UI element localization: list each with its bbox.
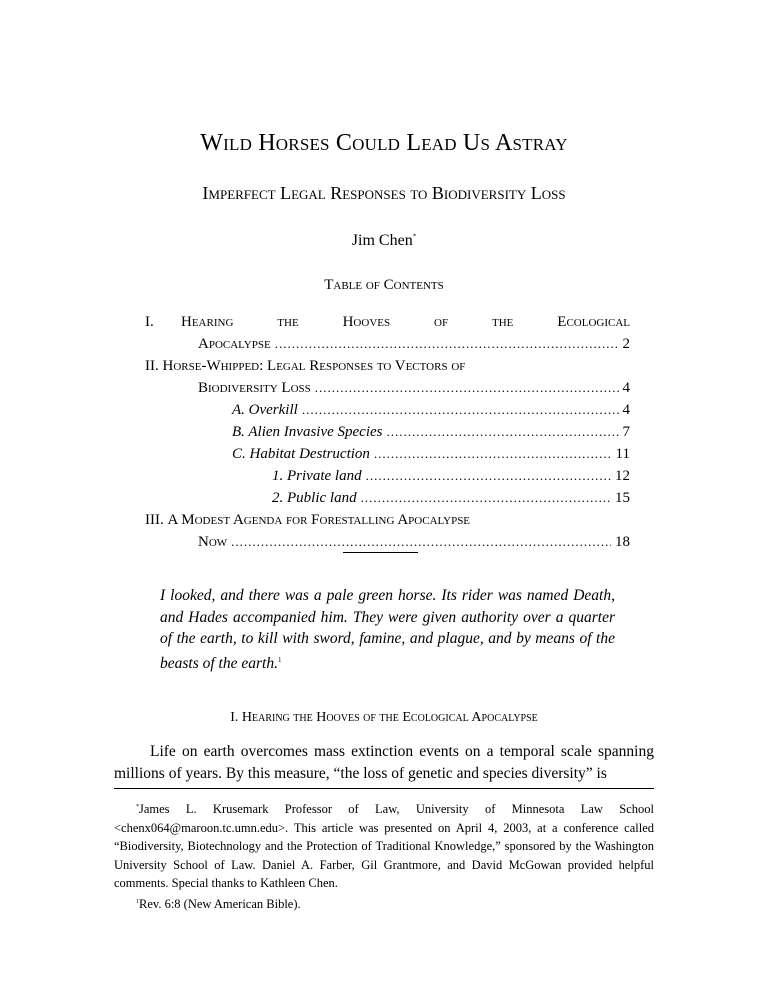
table-of-contents xyxy=(145,311,630,553)
toc-entry-label: 2. Public land xyxy=(272,490,357,506)
article-subtitle: Imperfect Legal Responses to Biodiversity Loss xyxy=(202,183,566,203)
author-name: Jim Chen xyxy=(351,232,413,249)
toc-page-number: 2 xyxy=(622,336,630,352)
toc-word: of xyxy=(434,314,449,330)
section-heading: I. Hearing the Hooves of the Ecological Apocalypse xyxy=(230,710,538,725)
footnote-marker: * xyxy=(136,804,139,810)
author-footnote-marker: * xyxy=(412,232,417,241)
toc-word: Hearing xyxy=(181,314,234,330)
toc-entry-2c2 xyxy=(145,487,630,509)
toc-entry-2-line1 xyxy=(145,355,630,377)
toc-entry-2-line2 xyxy=(145,377,630,399)
toc-entry-2c1 xyxy=(145,465,630,487)
toc-leader-dots xyxy=(374,443,612,465)
toc-leader-dots xyxy=(387,421,619,443)
toc-page-number: 15 xyxy=(615,490,630,506)
toc-page-number: 12 xyxy=(615,468,630,484)
toc-leader-dots xyxy=(275,333,619,355)
toc-leader-dots xyxy=(361,487,611,509)
epigraph xyxy=(160,585,615,674)
footnote-text: Rev. 6:8 (New American Bible). xyxy=(139,896,301,911)
toc-leader-dots xyxy=(231,531,611,553)
toc-leader-dots xyxy=(302,399,619,421)
toc-page-number: 4 xyxy=(622,380,630,396)
toc-entry-label: Horse-Whipped: Legal Responses to Vectors of xyxy=(162,358,466,374)
toc-entry-1-line2 xyxy=(145,333,630,355)
toc-entry-2c xyxy=(145,443,630,465)
footnote-text: James L. Krusemark Professor of Law, University of Minnesota Law School <chenx064@maroon.tc.umn.edu>. This article was presented on April 4, 2003, at a conference called “Biodiversity, Biotechnology and the Protection of Traditional Knowledge,” sponsored by the Washington University School of Law. Daniel A. Farber, Gil Grantmore, and David McGowan provided helpful comments. Special thanks to Kathleen Chen. xyxy=(114,802,654,891)
footnote-1 xyxy=(114,893,654,914)
toc-entry-label: 1. Private land xyxy=(272,468,362,484)
footnotes xyxy=(114,798,654,913)
toc-word: Ecological xyxy=(557,314,630,330)
toc-page-number: 11 xyxy=(615,446,630,462)
toc-page-number: 4 xyxy=(622,402,630,418)
toc-entry-heading xyxy=(145,509,470,531)
toc-entry-2a xyxy=(145,399,630,421)
epigraph-text: I looked, and there was a pale green horse. Its rider was named Death, and Hades accompanied him. They were given authority over a quarter of the earth, to kill with sword, famine, and plague, and by means of the beasts of the earth. xyxy=(160,587,615,672)
article-title: Wild Horses Could Lead Us Astray xyxy=(200,130,568,156)
toc-entry-3-line1 xyxy=(145,509,630,531)
toc-entry-label: Biodiversity Loss xyxy=(198,380,311,396)
epigraph-footnote-marker: 1 xyxy=(277,655,282,664)
toc-entry-label: A. Overkill xyxy=(232,402,298,418)
toc-entry-label: C. Habitat Destruction xyxy=(232,446,370,462)
footnote-author xyxy=(114,798,654,893)
toc-entry-number: I. xyxy=(145,314,154,330)
toc-entry-heading xyxy=(181,311,630,333)
toc-page-number: 7 xyxy=(622,424,630,440)
section-divider xyxy=(343,552,418,553)
footnote-separator xyxy=(114,788,654,789)
toc-entry-3-line2 xyxy=(145,531,630,553)
toc-leader-dots xyxy=(315,377,619,399)
toc-entry-label: B. Alien Invasive Species xyxy=(232,424,383,440)
toc-page-number: 18 xyxy=(615,534,630,550)
toc-entry-2b xyxy=(145,421,630,443)
toc-entry-label: Now xyxy=(198,534,228,550)
toc-heading: Table of Contents xyxy=(324,277,444,293)
toc-word: the xyxy=(491,314,514,330)
toc-entry-heading xyxy=(145,355,465,377)
toc-entry-1-line1 xyxy=(145,311,630,333)
footnote-marker: 1 xyxy=(136,898,139,905)
toc-entry-label: Apocalypse xyxy=(198,336,271,352)
toc-entry-number: III. xyxy=(145,512,164,528)
toc-leader-dots xyxy=(366,465,611,487)
body-paragraph: Life on earth overcomes mass extinction events on a temporal scale spanning millions of years. By this measure, “the loss of genetic and species diversity” is xyxy=(114,743,654,782)
toc-word: Hooves xyxy=(342,314,391,330)
toc-word: the xyxy=(277,314,299,330)
toc-entry-label: A Modest Agenda for Forestalling Apocalypse xyxy=(167,512,471,528)
toc-entry-number: II. xyxy=(145,358,159,374)
author-line xyxy=(0,232,768,250)
